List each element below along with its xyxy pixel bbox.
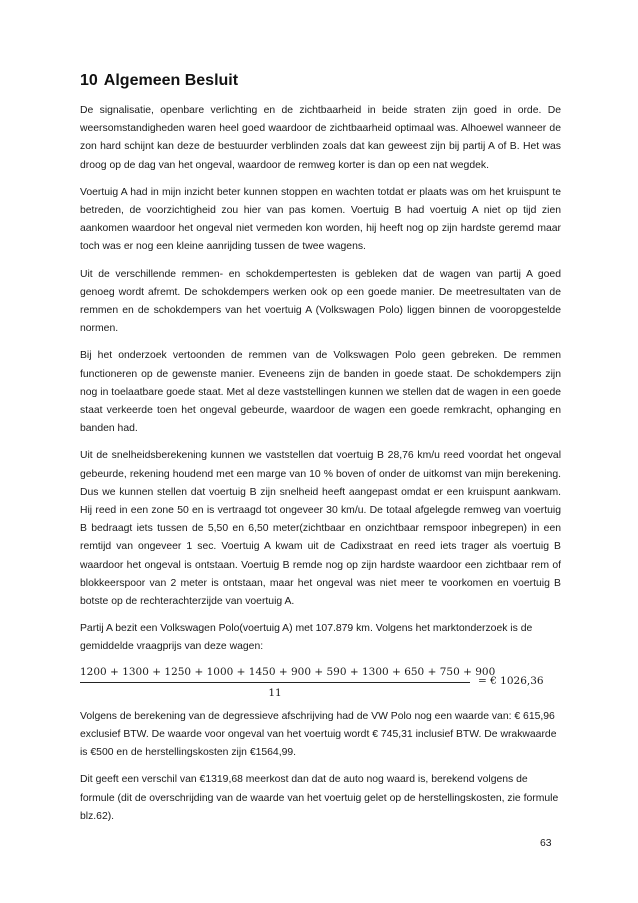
section-heading [80,72,561,90]
paragraph-brake-tests: Uit de verschillende remmen- en schokdempertesten is gebleken dat de wagen van partij A goed genoeg wordt afremt. De schokdempers werken ook op een goede manier. De meetresultaten van de remmen en de schokdempers van het voertuig A (Volkswagen Polo) liggen binnen de vooropgestelde normen. [80,268,561,335]
formula-denominator: 11 [268,686,282,699]
paragraph-depreciation: Volgens de berekening van de degressieve afschrijving had de VW Polo nog een waarde van: € 615,96 exclusief BTW. De waarde voor ongeval van het voertuig wordt € 745,31 inclusief BTW. De wrakwaarde is €500 en de herstellingskosten zijn €1564,99. [80,710,557,759]
fraction-bar [80,682,470,683]
paragraph-price: Partij A bezit een Volkswagen Polo(voertuig A) met 107.879 km. Volgens het marktonderzoek is de gemiddelde vraagprijs van deze wagen: [80,623,533,653]
paragraph-visibility: De signalisatie, openbare verlichting en de zichtbaarheid in beide straten zijn goed in orde. De weersomstandigheden waren heel goed waardoor de zichtbaarheid optimaal was. Alhoewel wanneer de zon hard schijnt kan deze de bestuurder verblinden zoals dat kan geweest zijn bij partij A of B. Het was droog op de dag van het ongeval, waardoor de remweg korter is dan op een nat wegdek. [80,105,561,171]
paragraph-difference: Dit geeft een verschil van €1319,68 meerkost dan dat de auto nog waard is, berekend volgens de formule (dit de overschrijding van de waarde van het voertuig gelet op de herstellingskosten, zie formule blz.62). [80,774,559,822]
page-number: 63 [540,838,552,849]
paragraph-inspection: Bij het onderzoek vertoonden de remmen van de Volkswagen Polo geen gebreken. De remmen functioneren op de gewenste manier. Eveneens zijn de banden in goede staat. De schokdempers zijn nog in toelaatbare goede staat. Met al deze vaststellingen kunnen we stellen dat de wagen in een goede staat verkeerde toen het ongeval gebeurde, waardoor de wagen een goede remkracht, ophanging en banden had. [80,350,561,435]
section-number: 10 [80,72,98,89]
average-price-formula [80,666,561,700]
formula-result: = € 1026,36 [478,674,544,687]
paragraph-speed-calculation: Uit de snelheidsberekening kunnen we vaststellen dat voertuig B 28,76 km/u reed voordat het ongeval gebeurde, rekening houdend met een marge van 10 % boven of onder de uitkomst van mijn berekening. Dus we kunnen stellen dat voertuig B zijn snelheid heeft aangepast omdat er een kruispunt aankwam. Hij reed in een zone 50 en is vertraagd tot ongeveer 30 km/u. De totaal afgelegde remweg van voertuig B bedraagt iets tussen de 5,50 en 6,50 meter(zichtbaar en onzichtbaar remspoor inbegrepen) in een remtijd van ongeveer 1 sec. Voertuig A kwam uit de Cadixstraat en reed iets trager als voertuig B waardoor het ongeval is ontstaan. Voertuig B remde nog op zijn hardste waardoor een zichtbaar rem of blokkeerspoor van 2 meter is ontstaan, maar het ongeval was niet meer te voorkomen en voertuig B botste op de rechterachterzijde van voertuig A. [80,450,561,608]
paragraph-vehicles: Voertuig A had in mijn inzicht beter kunnen stoppen en wachten totdat er plaats was om het kruispunt te betreden, de voorzichtigheid zou hier van pas komen. Voertuig B had voertuig A niet op tijd zien aankomen waardoor het ongeval niet vermeden kon worden, hij heeft nog op zijn hardste geremd maar toch was er nog een kleine aanrijding tussen de twee wagens. [80,186,561,253]
document-page [80,72,561,835]
formula-numerator: 1200 + 1300 + 1250 + 1000 + 1450 + 900 + 590 + 1300 + 650 + 750 + 900 [80,665,496,678]
section-title: Algemeen Besluit [103,72,239,89]
